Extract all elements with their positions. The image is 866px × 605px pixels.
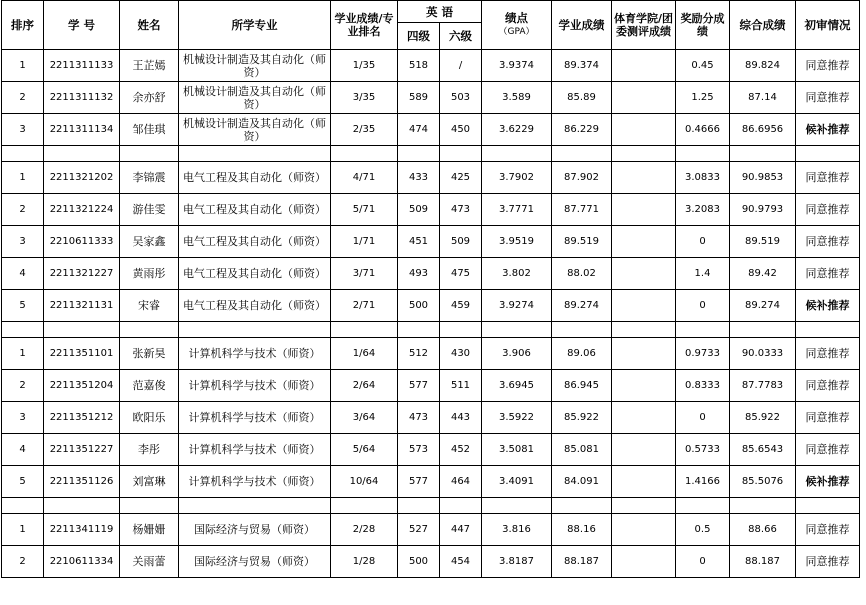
academic-score-cell: 87.902	[552, 162, 612, 194]
header-english: 英 语	[398, 1, 482, 23]
major-cell: 机械设计制造及其自动化（师资）	[179, 50, 331, 82]
review-cell: 同意推荐	[796, 434, 860, 466]
major-cell: 国际经济与贸易（师资）	[179, 546, 331, 578]
student-id-cell: 2211321202	[44, 162, 120, 194]
student-id-cell: 2211351204	[44, 370, 120, 402]
name-cell: 宋睿	[120, 290, 179, 322]
empty-cell	[331, 322, 398, 338]
review-cell: 候补推荐	[796, 114, 860, 146]
review-cell: 同意推荐	[796, 370, 860, 402]
header-cet4: 四级	[398, 23, 440, 50]
gpa-cell: 3.906	[482, 338, 552, 370]
empty-cell	[730, 146, 796, 162]
empty-cell	[676, 498, 730, 514]
empty-cell	[398, 146, 440, 162]
academic-rank-cell: 5/71	[331, 194, 398, 226]
bonus-cell: 0.45	[676, 50, 730, 82]
name-cell: 邹佳琪	[120, 114, 179, 146]
academic-rank-cell: 3/71	[331, 258, 398, 290]
header-gpa-sub: （GPA）	[498, 27, 535, 37]
table-body	[2, 50, 860, 578]
header-major: 所学专业	[179, 1, 331, 50]
rank-cell: 3	[2, 226, 44, 258]
cet4-cell: 451	[398, 226, 440, 258]
header-academic-score: 学业成绩	[552, 1, 612, 50]
table-row	[2, 290, 860, 322]
review-cell: 同意推荐	[796, 226, 860, 258]
academic-score-cell: 89.06	[552, 338, 612, 370]
table-row	[2, 370, 860, 402]
major-cell: 计算机科学与技术（师资）	[179, 338, 331, 370]
pe-score-cell	[612, 434, 676, 466]
empty-cell	[2, 498, 44, 514]
name-cell: 张新昊	[120, 338, 179, 370]
academic-score-cell: 88.16	[552, 514, 612, 546]
review-cell: 同意推荐	[796, 50, 860, 82]
bonus-cell: 0.5733	[676, 434, 730, 466]
bonus-cell: 0.8333	[676, 370, 730, 402]
major-cell: 电气工程及其自动化（师资）	[179, 162, 331, 194]
bonus-cell: 1.4166	[676, 466, 730, 498]
academic-rank-cell: 2/71	[331, 290, 398, 322]
total-cell: 90.9793	[730, 194, 796, 226]
pe-score-cell	[612, 546, 676, 578]
header-rank: 排序	[2, 1, 44, 50]
total-cell: 90.0333	[730, 338, 796, 370]
name-cell: 吴家鑫	[120, 226, 179, 258]
bonus-cell: 0.9733	[676, 338, 730, 370]
cet4-cell: 473	[398, 402, 440, 434]
pe-score-cell	[612, 514, 676, 546]
bonus-cell: 3.2083	[676, 194, 730, 226]
total-cell: 86.6956	[730, 114, 796, 146]
pe-score-cell	[612, 402, 676, 434]
cet6-cell: 473	[440, 194, 482, 226]
rank-cell: 2	[2, 194, 44, 226]
pe-score-cell	[612, 226, 676, 258]
empty-cell	[482, 498, 552, 514]
academic-score-cell: 84.091	[552, 466, 612, 498]
cet6-cell: 475	[440, 258, 482, 290]
academic-score-cell: 88.02	[552, 258, 612, 290]
total-cell: 87.7783	[730, 370, 796, 402]
empty-cell	[44, 498, 120, 514]
empty-cell	[730, 322, 796, 338]
empty-cell	[398, 498, 440, 514]
cet4-cell: 589	[398, 82, 440, 114]
table-row	[2, 50, 860, 82]
header-student-id: 学 号	[44, 1, 120, 50]
cet4-cell: 474	[398, 114, 440, 146]
student-id-cell: 2211321224	[44, 194, 120, 226]
cet4-cell: 500	[398, 546, 440, 578]
header-academic-rank: 学业成绩/专业排名	[331, 1, 398, 50]
academic-rank-cell: 1/64	[331, 338, 398, 370]
major-cell: 国际经济与贸易（师资）	[179, 514, 331, 546]
review-cell: 同意推荐	[796, 194, 860, 226]
empty-cell	[2, 322, 44, 338]
gpa-cell: 3.6229	[482, 114, 552, 146]
cet4-cell: 518	[398, 50, 440, 82]
group-separator	[2, 322, 860, 338]
cet6-cell: 425	[440, 162, 482, 194]
empty-cell	[440, 498, 482, 514]
pe-score-cell	[612, 194, 676, 226]
student-id-cell: 2211311134	[44, 114, 120, 146]
total-cell: 90.9853	[730, 162, 796, 194]
empty-cell	[179, 498, 331, 514]
header-gpa-label: 绩点	[505, 11, 528, 25]
major-cell: 计算机科学与技术（师资）	[179, 370, 331, 402]
rank-cell: 5	[2, 466, 44, 498]
total-cell: 85.5076	[730, 466, 796, 498]
major-cell: 机械设计制造及其自动化（师资）	[179, 114, 331, 146]
gpa-cell: 3.6945	[482, 370, 552, 402]
pe-score-cell	[612, 114, 676, 146]
table-row	[2, 402, 860, 434]
rank-cell: 1	[2, 338, 44, 370]
gpa-cell: 3.816	[482, 514, 552, 546]
bonus-cell: 0	[676, 402, 730, 434]
pe-score-cell	[612, 82, 676, 114]
empty-cell	[612, 146, 676, 162]
empty-cell	[440, 146, 482, 162]
empty-cell	[730, 498, 796, 514]
review-cell: 同意推荐	[796, 162, 860, 194]
cet6-cell: 452	[440, 434, 482, 466]
name-cell: 关雨蕾	[120, 546, 179, 578]
academic-score-cell: 85.89	[552, 82, 612, 114]
empty-cell	[179, 322, 331, 338]
cet4-cell: 577	[398, 370, 440, 402]
pe-score-cell	[612, 50, 676, 82]
cet6-cell: /	[440, 50, 482, 82]
table-row	[2, 258, 860, 290]
total-cell: 88.66	[730, 514, 796, 546]
major-cell: 机械设计制造及其自动化（师资）	[179, 82, 331, 114]
header-bonus: 奖励分成绩	[676, 1, 730, 50]
cet6-cell: 511	[440, 370, 482, 402]
rank-cell: 1	[2, 514, 44, 546]
empty-cell	[179, 146, 331, 162]
academic-rank-cell: 2/64	[331, 370, 398, 402]
review-cell: 候补推荐	[796, 290, 860, 322]
review-cell: 同意推荐	[796, 338, 860, 370]
name-cell: 刘富琳	[120, 466, 179, 498]
student-id-cell: 2211311133	[44, 50, 120, 82]
academic-rank-cell: 10/64	[331, 466, 398, 498]
table-row	[2, 514, 860, 546]
empty-cell	[331, 146, 398, 162]
cet6-cell: 450	[440, 114, 482, 146]
review-cell: 同意推荐	[796, 546, 860, 578]
pe-score-cell	[612, 162, 676, 194]
rank-cell: 4	[2, 258, 44, 290]
header-total: 综合成绩	[730, 1, 796, 50]
empty-cell	[44, 146, 120, 162]
cet6-cell: 447	[440, 514, 482, 546]
academic-rank-cell: 3/35	[331, 82, 398, 114]
cet6-cell: 509	[440, 226, 482, 258]
student-id-cell: 2211351212	[44, 402, 120, 434]
bonus-cell: 0	[676, 290, 730, 322]
table-row	[2, 338, 860, 370]
total-cell: 87.14	[730, 82, 796, 114]
total-cell: 89.519	[730, 226, 796, 258]
empty-cell	[482, 146, 552, 162]
header-review: 初审情况	[796, 1, 860, 50]
review-cell: 候补推荐	[796, 466, 860, 498]
major-cell: 电气工程及其自动化（师资）	[179, 226, 331, 258]
academic-score-cell: 88.187	[552, 546, 612, 578]
empty-cell	[120, 498, 179, 514]
table-row	[2, 466, 860, 498]
academic-rank-cell: 2/28	[331, 514, 398, 546]
major-cell: 计算机科学与技术（师资）	[179, 402, 331, 434]
cet4-cell: 573	[398, 434, 440, 466]
empty-cell	[398, 322, 440, 338]
total-cell: 89.824	[730, 50, 796, 82]
table-row	[2, 194, 860, 226]
bonus-cell: 1.4	[676, 258, 730, 290]
student-id-cell: 2211311132	[44, 82, 120, 114]
academic-score-cell: 87.771	[552, 194, 612, 226]
academic-rank-cell: 2/35	[331, 114, 398, 146]
review-cell: 同意推荐	[796, 258, 860, 290]
table-row	[2, 226, 860, 258]
cet4-cell: 433	[398, 162, 440, 194]
header-gpa	[482, 1, 552, 50]
gpa-cell: 3.9374	[482, 50, 552, 82]
header-pe-score: 体育学院/团委测评成绩	[612, 1, 676, 50]
rank-cell: 3	[2, 114, 44, 146]
empty-cell	[796, 498, 860, 514]
recommendation-table	[1, 0, 860, 578]
academic-rank-cell: 4/71	[331, 162, 398, 194]
major-cell: 电气工程及其自动化（师资）	[179, 258, 331, 290]
empty-cell	[120, 146, 179, 162]
gpa-cell: 3.7771	[482, 194, 552, 226]
empty-cell	[44, 322, 120, 338]
gpa-cell: 3.7902	[482, 162, 552, 194]
student-id-cell: 2211351227	[44, 434, 120, 466]
name-cell: 李彤	[120, 434, 179, 466]
academic-score-cell: 86.229	[552, 114, 612, 146]
empty-cell	[676, 322, 730, 338]
empty-cell	[440, 322, 482, 338]
review-cell: 同意推荐	[796, 402, 860, 434]
gpa-cell: 3.5081	[482, 434, 552, 466]
pe-score-cell	[612, 290, 676, 322]
academic-score-cell: 86.945	[552, 370, 612, 402]
pe-score-cell	[612, 258, 676, 290]
cet6-cell: 454	[440, 546, 482, 578]
major-cell: 电气工程及其自动化（师资）	[179, 194, 331, 226]
header-name: 姓名	[120, 1, 179, 50]
gpa-cell: 3.9274	[482, 290, 552, 322]
group-separator	[2, 146, 860, 162]
rank-cell: 2	[2, 546, 44, 578]
name-cell: 欧阳乐	[120, 402, 179, 434]
academic-score-cell: 89.519	[552, 226, 612, 258]
major-cell: 电气工程及其自动化（师资）	[179, 290, 331, 322]
academic-score-cell: 89.374	[552, 50, 612, 82]
group-separator	[2, 498, 860, 514]
name-cell: 游佳雯	[120, 194, 179, 226]
empty-cell	[2, 146, 44, 162]
gpa-cell: 3.802	[482, 258, 552, 290]
total-cell: 89.42	[730, 258, 796, 290]
bonus-cell: 3.0833	[676, 162, 730, 194]
academic-rank-cell: 5/64	[331, 434, 398, 466]
major-cell: 计算机科学与技术（师资）	[179, 466, 331, 498]
student-id-cell: 2211341119	[44, 514, 120, 546]
bonus-cell: 0.5	[676, 514, 730, 546]
empty-cell	[552, 498, 612, 514]
name-cell: 余亦舒	[120, 82, 179, 114]
cet4-cell: 577	[398, 466, 440, 498]
rank-cell: 1	[2, 162, 44, 194]
empty-cell	[796, 146, 860, 162]
bonus-cell: 1.25	[676, 82, 730, 114]
cet4-cell: 509	[398, 194, 440, 226]
gpa-cell: 3.9519	[482, 226, 552, 258]
review-cell: 同意推荐	[796, 82, 860, 114]
empty-cell	[676, 146, 730, 162]
name-cell: 王芷嫣	[120, 50, 179, 82]
rank-cell: 2	[2, 82, 44, 114]
cet6-cell: 430	[440, 338, 482, 370]
academic-score-cell: 85.922	[552, 402, 612, 434]
name-cell: 杨姗姗	[120, 514, 179, 546]
empty-cell	[331, 498, 398, 514]
name-cell: 范嘉俊	[120, 370, 179, 402]
pe-score-cell	[612, 338, 676, 370]
rank-cell: 4	[2, 434, 44, 466]
gpa-cell: 3.5922	[482, 402, 552, 434]
cet6-cell: 503	[440, 82, 482, 114]
student-id-cell: 2211351126	[44, 466, 120, 498]
academic-score-cell: 85.081	[552, 434, 612, 466]
cet6-cell: 459	[440, 290, 482, 322]
empty-cell	[552, 146, 612, 162]
total-cell: 85.922	[730, 402, 796, 434]
pe-score-cell	[612, 466, 676, 498]
academic-rank-cell: 1/28	[331, 546, 398, 578]
gpa-cell: 3.589	[482, 82, 552, 114]
student-id-cell: 2211321131	[44, 290, 120, 322]
major-cell: 计算机科学与技术（师资）	[179, 434, 331, 466]
rank-cell: 5	[2, 290, 44, 322]
table-row	[2, 114, 860, 146]
empty-cell	[482, 322, 552, 338]
rank-cell: 2	[2, 370, 44, 402]
bonus-cell: 0	[676, 226, 730, 258]
table-row	[2, 82, 860, 114]
cet4-cell: 500	[398, 290, 440, 322]
bonus-cell: 0	[676, 546, 730, 578]
academic-rank-cell: 3/64	[331, 402, 398, 434]
table-row	[2, 434, 860, 466]
academic-rank-cell: 1/71	[331, 226, 398, 258]
academic-rank-cell: 1/35	[331, 50, 398, 82]
table-row	[2, 546, 860, 578]
academic-score-cell: 89.274	[552, 290, 612, 322]
table-row	[2, 162, 860, 194]
cet4-cell: 527	[398, 514, 440, 546]
header-cet6: 六级	[440, 23, 482, 50]
student-id-cell: 2210611333	[44, 226, 120, 258]
cet4-cell: 512	[398, 338, 440, 370]
bonus-cell: 0.4666	[676, 114, 730, 146]
student-id-cell: 2211321227	[44, 258, 120, 290]
gpa-cell: 3.8187	[482, 546, 552, 578]
total-cell: 88.187	[730, 546, 796, 578]
empty-cell	[552, 322, 612, 338]
student-id-cell: 2210611334	[44, 546, 120, 578]
empty-cell	[612, 498, 676, 514]
name-cell: 黄雨彤	[120, 258, 179, 290]
name-cell: 李锦震	[120, 162, 179, 194]
student-id-cell: 2211351101	[44, 338, 120, 370]
cet6-cell: 464	[440, 466, 482, 498]
gpa-cell: 3.4091	[482, 466, 552, 498]
total-cell: 85.6543	[730, 434, 796, 466]
review-cell: 同意推荐	[796, 514, 860, 546]
cet4-cell: 493	[398, 258, 440, 290]
pe-score-cell	[612, 370, 676, 402]
empty-cell	[120, 322, 179, 338]
empty-cell	[796, 322, 860, 338]
rank-cell: 3	[2, 402, 44, 434]
empty-cell	[612, 322, 676, 338]
rank-cell: 1	[2, 50, 44, 82]
cet6-cell: 443	[440, 402, 482, 434]
total-cell: 89.274	[730, 290, 796, 322]
